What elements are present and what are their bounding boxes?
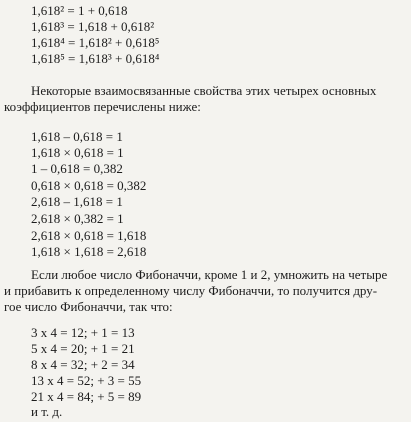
equation-line: 1,618³ = 1,618 + 0,618² (31, 19, 155, 34)
equation-line: 1,618² = 1 + 0,618 (31, 3, 128, 18)
example-line: 21 x 4 = 84; + 5 = 89 (31, 389, 142, 404)
paragraph-line: Некоторые взаимосвязанные свойства этих четырех основных (31, 83, 377, 98)
equation-line: 1,618⁴ = 1,618² + 0,618⁵ (31, 35, 160, 50)
property-line: 1,618 × 1,618 = 2,618 (31, 244, 147, 259)
property-line: 1 – 0,618 = 0,382 (31, 161, 123, 176)
example-line: 3 x 4 = 12; + 1 = 13 (31, 325, 135, 340)
equation-line: 1,618⁵ = 1,618³ + 0,618⁴ (31, 51, 160, 66)
property-line: 2,618 – 1,618 = 1 (31, 194, 123, 209)
paragraph-line: гое число Фибоначчи, так что: (4, 299, 173, 314)
paragraph-line: Если любое число Фибоначчи, кроме 1 и 2, умножить на четыре (31, 267, 388, 282)
example-line: и т. д. (31, 404, 63, 419)
property-line: 2,618 × 0,382 = 1 (31, 211, 124, 226)
property-line: 2,618 × 0,618 = 1,618 (31, 228, 147, 243)
paragraph-line: и прибавить к определенному числу Фибоначчи, то получится дру- (4, 283, 378, 298)
example-line: 13 x 4 = 52; + 3 = 55 (31, 373, 142, 388)
paragraph-line: коэффициентов перечислены ниже: (4, 99, 201, 114)
property-line: 0,618 × 0,618 = 0,382 (31, 178, 147, 193)
example-line: 5 x 4 = 20; + 1 = 21 (31, 341, 135, 356)
property-line: 1,618 – 0,618 = 1 (31, 129, 123, 144)
example-line: 8 x 4 = 32; + 2 = 34 (31, 357, 135, 372)
property-line: 1,618 × 0,618 = 1 (31, 145, 124, 160)
